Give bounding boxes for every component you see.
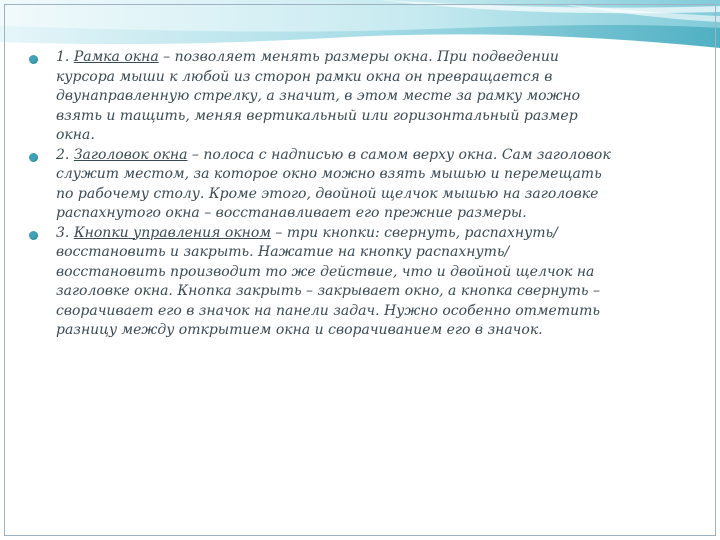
item-number: 1. xyxy=(56,49,70,65)
list-item xyxy=(26,48,616,146)
item-description: – позволяет менять размеры окна. При подведении курсора мыши к любой из сторон рамки окна он превращается в двунаправленную стрелку, а значит, в этом месте за рамку можно взять и тащить, меняя вертикальный или горизонтальный размер окна. xyxy=(56,49,581,143)
item-description: – полоса с надписью в самом верху окна. Сам заголовок служит местом, за которое окно можно взять мышью и перемещать по рабочему столу. Кроме этого, двойной щелчок мышью на заголовке распахнутого окна – восстанавливает его прежние размеры. xyxy=(56,146,611,221)
item-number: 2. xyxy=(56,146,70,163)
bullet-list xyxy=(26,48,616,341)
bullet-text xyxy=(56,146,616,224)
item-description: – три кнопки: свернуть, распахнуть/восстановить и закрыть. Нажатие на кнопку распахнуть/восстановить производит то же действие, что и двойной щелчок на заголовке окна. Кнопка закрыть – закрывает окно, а кнопка свернуть – сворачивает его в значок на панели задач. Нужно особенно отметить разницу между открытием окна и сворачиванием его в значок. xyxy=(56,224,601,338)
list-item xyxy=(26,146,616,224)
circle-bullet-icon xyxy=(29,153,38,162)
bullet-text xyxy=(56,48,616,146)
list-item xyxy=(26,224,616,341)
item-term: Кнопки управления окном xyxy=(73,224,271,241)
item-number: 3. xyxy=(56,224,70,241)
circle-bullet-icon xyxy=(29,231,38,240)
item-term: Рамка окна xyxy=(73,49,159,65)
item-term: Заголовок окна xyxy=(73,146,188,163)
circle-bullet-icon xyxy=(29,55,38,64)
bullet-text xyxy=(56,224,616,341)
